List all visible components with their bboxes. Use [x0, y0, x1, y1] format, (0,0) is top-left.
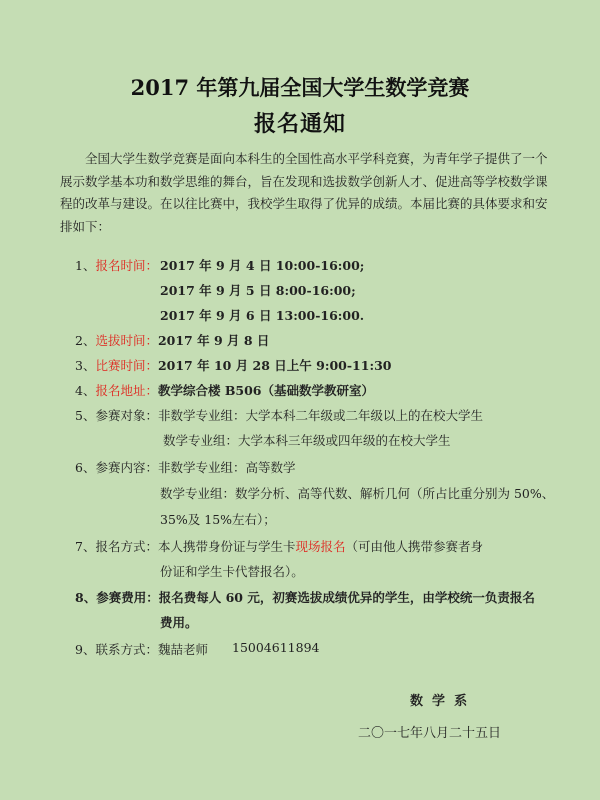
item-label: 报名时间：: [95, 258, 158, 273]
content-line-3: 35%及 15%左右）；: [160, 512, 276, 527]
item-label: 联系方式：: [95, 642, 158, 657]
method-line-2: 份证和学生卡代替报名）。: [160, 564, 304, 579]
item-label: 选拔时间：: [95, 333, 158, 348]
item-contact: [75, 640, 208, 658]
item-contest-time: [75, 356, 391, 374]
item-number: 1、: [75, 258, 96, 273]
item-label: 比赛时间：: [95, 358, 158, 373]
item-label: 参赛内容：: [95, 460, 158, 475]
item-number: 5、: [75, 408, 96, 423]
reg-time-line-2: 2017 年 9 月 5 日 8:00-16:00;: [160, 283, 356, 298]
onsite-registration-highlight: 现场报名: [295, 539, 346, 554]
fee-line-2: 费用。: [160, 615, 198, 630]
department-signature: 数 学 系: [410, 694, 468, 709]
item-value: 非数学专业组：高等数学: [157, 460, 296, 475]
item-value: 教学综合楼 B506（基础数学教研室）: [157, 383, 374, 398]
item-number: 7、: [75, 539, 96, 554]
item-number: 3、: [75, 358, 96, 373]
item-content: [75, 458, 295, 476]
item-value: 2017 年 9 月 8 日: [157, 333, 270, 348]
item-value: 本人携带身份证与学生卡: [157, 539, 296, 554]
item-label: 参赛对象：: [95, 408, 158, 423]
item-number: 2、: [75, 333, 96, 348]
item-label: 参赛费用：: [96, 590, 159, 605]
notice-title: 2017 年第九届全国大学生数学竞赛: [130, 75, 470, 100]
item-label: 报名方式：: [95, 539, 158, 554]
item-fee: [75, 588, 535, 606]
reg-time-line-1: 2017 年 9 月 4 日 10:00-16:00;: [160, 258, 365, 273]
item-label: 报名地址：: [95, 383, 158, 398]
item-reg-time: [75, 256, 158, 274]
item-participants: [75, 406, 483, 424]
item-value-tail: （可由他人携带参赛者身: [345, 539, 484, 554]
item-number: 8、: [75, 590, 97, 605]
intro-text: 全国大学生数学竞赛是面向本科生的全国性高水平学科竞赛，为青年学子提供了一个展示数学基本功和数学思维的舞台，旨在发现和选拔数学创新人才、促进高等学校数学课程的改革与建设。在以往比赛中，我校学生取得了优异的成绩。本届比赛的具体要求和安排如下：: [60, 151, 548, 234]
item-select-time: [75, 331, 269, 349]
notice-date: 二〇一七年八月二十五日: [358, 726, 502, 741]
item-value: 非数学专业组：大学本科二年级或二年级以上的在校大学生: [157, 408, 483, 423]
item-number: 9、: [75, 642, 96, 657]
item-value: 2017 年 10 月 28 日上午 9:00-11:30: [157, 358, 392, 373]
item-method: [75, 537, 483, 555]
item-number: 4、: [75, 383, 96, 398]
contact-phone: 15004611894: [232, 640, 320, 655]
intro-paragraph: [60, 148, 550, 238]
content-line-2: 数学专业组：数学分析、高等代数、解析几何（所占比重分别为 50%、: [160, 486, 555, 501]
notice-subtitle: 报名通知: [253, 111, 346, 137]
contact-name: 魏喆老师: [157, 642, 208, 657]
item-reg-place: [75, 381, 374, 399]
reg-time-line-3: 2017 年 9 月 6 日 13:00-16:00.: [160, 308, 365, 323]
item-value: 报名费每人 60 元，初赛选拔成绩优异的学生，由学校统一负责报名: [158, 590, 535, 605]
participants-line-2: 数学专业组：大学本科三年级或四年级的在校大学生: [163, 433, 451, 448]
item-number: 6、: [75, 460, 96, 475]
